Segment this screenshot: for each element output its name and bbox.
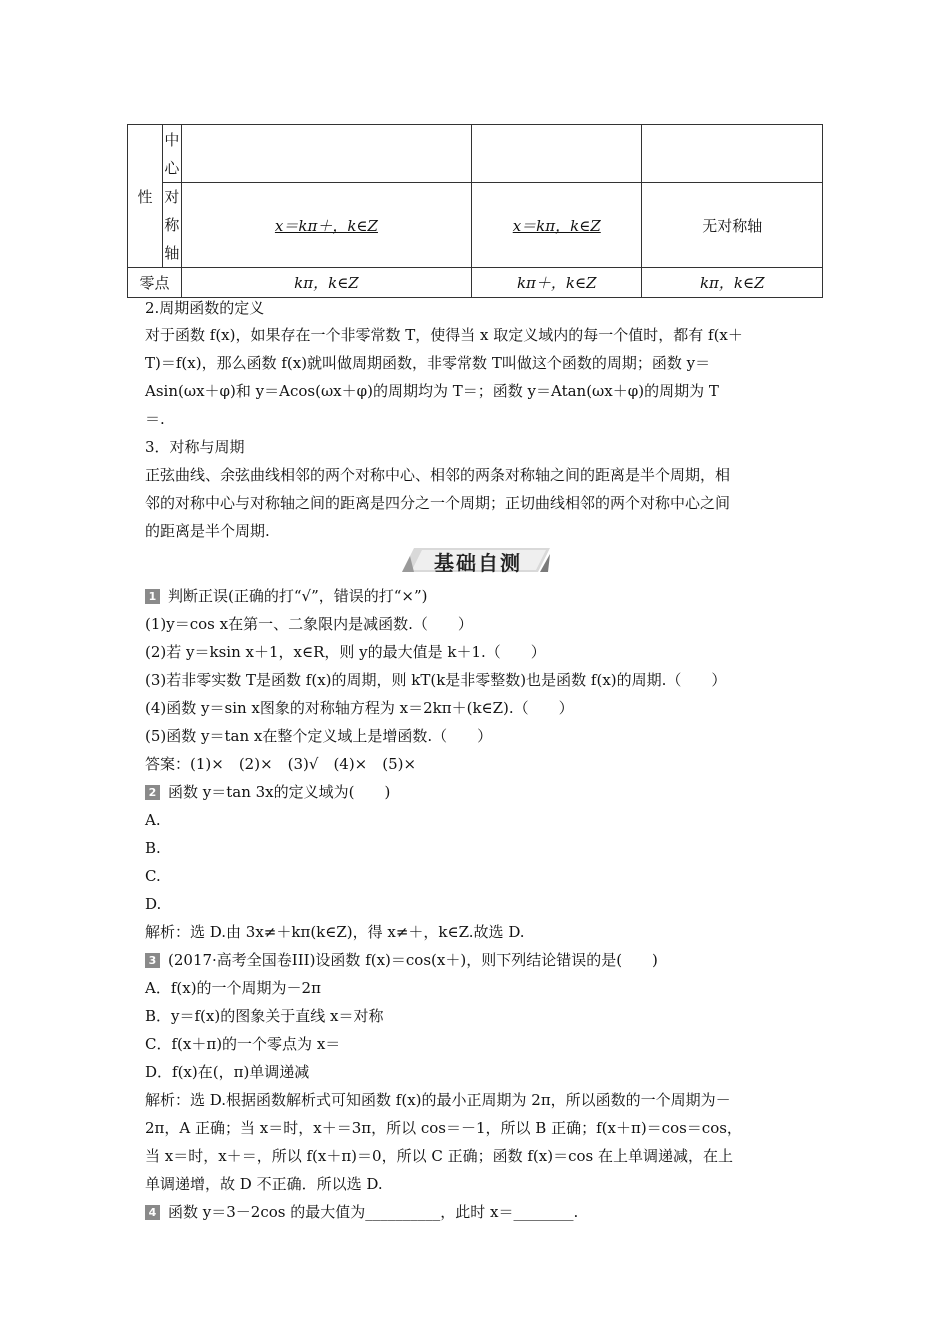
zero-sin-text: kπ，k∈Z: [294, 274, 359, 292]
sub-label-axis: [162, 183, 181, 268]
q2-option-c: C.: [145, 867, 161, 885]
properties-table: [127, 124, 823, 298]
q2-analysis: 解析：选 D.由 3x≠＋kπ(k∈Z)，得 x≠＋，k∈Z.故选 D.: [145, 923, 525, 941]
cell-center-tan: [642, 125, 823, 183]
q3-analysis-line2: 2π，A 正确；当 x＝时，x＋＝3π，所以 cos＝－1，所以 B 正确；f(x＋π)＝cos＝cos，: [145, 1119, 742, 1137]
q1-stem: 判断正误(正确的打“√”，错误的打“×”): [168, 587, 428, 605]
section2-line2: T)＝f(x)，那么函数 f(x)就叫做周期函数，非零常数 T叫做这个函数的周期；函数 y＝: [145, 354, 711, 372]
q4-stem: 函数 y＝3－2cos 的最大值为__________，此时 x＝________.: [168, 1203, 579, 1221]
section3-line2: 邻的对称中心与对称轴之间的距离是四分之一个周期；正切曲线相邻的两个对称中心之间: [145, 494, 731, 512]
q4-stem-line: [145, 1201, 578, 1223]
q3-stem: (2017·高考全国卷III)设函数 f(x)＝cos(x＋)，则下列结论错误的是( ): [168, 951, 658, 969]
cell-axis-cos: [471, 183, 642, 268]
cell-center-cos: [471, 125, 642, 183]
q1-item-1: (1)y＝cos x在第一、二象限内是减函数.（ ）: [145, 615, 473, 633]
sub-label-center-text: 中心: [164, 130, 180, 177]
row-group-label: 性: [128, 125, 163, 268]
q1-item-4: (4)函数 y＝sin x图象的对称轴方程为 x＝2kπ＋(k∈Z).（ ）: [145, 699, 574, 717]
q1-item-5: (5)函数 y＝tan x在整个定义域上是增函数.（ ）: [145, 727, 493, 745]
cell-axis-tan: 无对称轴: [642, 183, 823, 268]
q3-analysis-line4: 单调递增，故 D 不正确．所以选 D.: [145, 1175, 383, 1193]
q3-option-a: A．f(x)的一个周期为－2π: [145, 979, 321, 997]
section2-line3: Asin(ωx＋φ)和 y＝Acos(ωx＋φ)的周期均为 T＝；函数 y＝Atan(ωx＋φ)的周期为 T: [145, 382, 719, 400]
q2-stem-line: [145, 781, 390, 803]
q2-stem: 函数 y＝tan 3x的定义域为( ): [168, 783, 391, 801]
q1-stem-line: [145, 585, 428, 607]
section3-line3: 的距离是半个周期.: [145, 522, 270, 540]
q3-option-c: C．f(x＋π)的一个零点为 x＝: [145, 1035, 341, 1053]
cell-zero-sin: [181, 268, 471, 298]
q4-number-badge: 4: [145, 1205, 160, 1220]
cell-zero-cos: [471, 268, 642, 298]
zero-tan-text: kπ，k∈Z: [699, 274, 765, 292]
q3-analysis-line3: 当 x＝时，x＋＝，所以 f(x＋π)＝0，所以 C 正确；函数 f(x)＝cos 在上单调递减，在上: [145, 1147, 733, 1165]
cell-zero-tan: [642, 268, 823, 298]
section3-line1: 正弦曲线、余弦曲线相邻的两个对称中心、相邻的两条对称轴之间的距离是半个周期，相: [145, 466, 731, 484]
section3-title: 3．对称与周期: [145, 438, 245, 456]
sub-label-axis-text: 对称轴: [164, 188, 180, 262]
section2-line4: ＝.: [145, 410, 165, 428]
axis-sin-text: x＝kπ＋，k∈Z: [274, 216, 378, 235]
q2-option-a: A.: [145, 811, 161, 829]
section2-title: 2.周期函数的定义: [145, 299, 265, 317]
q2-option-b: B.: [145, 839, 161, 857]
q1-item-2: (2)若 y＝ksin x＋1，x∈R，则 y的最大值是 k＋1.（ ）: [145, 643, 546, 661]
q1-number-badge: 1: [145, 589, 160, 604]
q3-analysis-line1: 解析：选 D.根据函数解析式可知函数 f(x)的最小正周期为 2π，所以函数的一个周期为－: [145, 1091, 731, 1109]
section-banner: [400, 546, 550, 574]
q2-number-badge: 2: [145, 785, 160, 800]
q1-answer: 答案：(1)× (2)× (3)√ (4)× (5)×: [145, 755, 417, 773]
sub-label-center: [162, 125, 181, 183]
q3-option-b: B．y＝f(x)的图象关于直线 x＝对称: [145, 1007, 384, 1025]
q3-stem-line: [145, 949, 658, 971]
q2-option-d: D.: [145, 895, 162, 913]
q3-number-badge: 3: [145, 953, 160, 968]
cell-axis-sin: [181, 183, 471, 268]
zero-cos-text: kπ＋，k∈Z: [516, 274, 597, 292]
section2-line1: 对于函数 f(x)，如果存在一个非零常数 T，使得当 x 取定义域内的每一个值时，都有 f(x＋: [145, 326, 743, 344]
q3-option-d: D．f(x)在(，π)单调递减: [145, 1063, 310, 1081]
banner-title: 基础自测: [434, 551, 522, 575]
q1-item-3: (3)若非零实数 T是函数 f(x)的周期，则 kT(k是非零整数)也是函数 f(x)的周期.（ ）: [145, 671, 727, 689]
axis-cos-text: x＝kπ，k∈Z: [512, 216, 601, 235]
cell-center-sin: [181, 125, 471, 183]
zero-label: 零点: [128, 268, 182, 298]
